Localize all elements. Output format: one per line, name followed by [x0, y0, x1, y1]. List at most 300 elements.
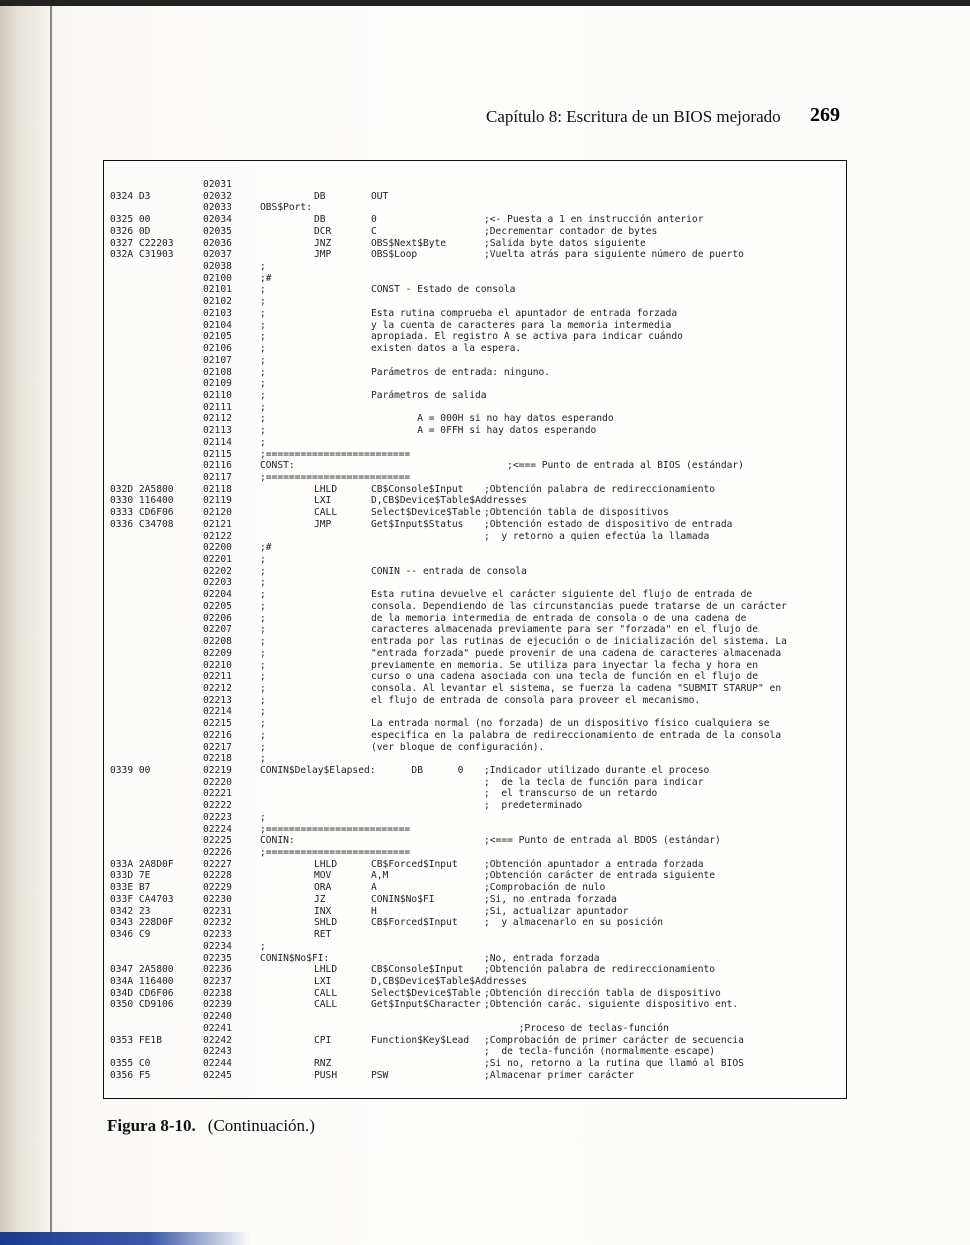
- listing-row: [104, 214, 846, 226]
- listing-row: [104, 894, 846, 906]
- listing-opcode: ORA: [314, 882, 332, 894]
- listing-address: 0324 D3: [110, 190, 151, 202]
- figure-caption: [107, 1116, 315, 1136]
- listing-comment: ;Si no, retorno a la rutina que llamó al BIOS: [484, 1058, 744, 1069]
- listing-row: [104, 566, 846, 578]
- listing-row: [104, 964, 846, 976]
- listing-label: ;: [260, 811, 266, 823]
- listing-line-number: 02221: [203, 788, 232, 800]
- listing-row: [104, 390, 846, 402]
- listing-address: 0325 00: [110, 214, 151, 226]
- listing-line-number: 02200: [203, 542, 232, 554]
- listing-operand: Get$Input$Character: [371, 999, 481, 1011]
- listing-row: [104, 179, 846, 191]
- listing-address: 0326 0D: [110, 225, 151, 237]
- listing-row: [104, 812, 846, 824]
- listing-opcode: DB: [314, 214, 326, 226]
- listing-row: [104, 906, 846, 918]
- listing-line-number: 02240: [203, 1011, 232, 1023]
- listing-operand: 0: [371, 214, 377, 226]
- listing-address: 034D CD6F06: [110, 987, 174, 999]
- listing-opcode: PUSH: [314, 1069, 338, 1081]
- listing-opcode: MOV: [314, 870, 332, 882]
- listing-opcode: SHLD: [314, 917, 338, 929]
- listing-operand: OBS$Next$Byte: [371, 237, 447, 249]
- listing-label: ;: [260, 671, 266, 683]
- listing-row: [104, 437, 846, 449]
- listing-line-number: 02101: [203, 284, 232, 296]
- listing-opcode: LXI: [314, 495, 332, 507]
- listing-line-number: 02106: [203, 343, 232, 355]
- listing-operand: (ver bloque de configuración).: [371, 741, 545, 753]
- listing-line-number: 02235: [203, 952, 232, 964]
- listing-row: [104, 636, 846, 648]
- listing-label: ;: [260, 694, 266, 706]
- listing-line-number: 02208: [203, 636, 232, 648]
- listing-comment: ; y retorno a quien efectúa la llamada: [484, 530, 710, 542]
- listing-address: 033A 2A8D0F: [110, 858, 174, 870]
- listing-address: 033D 7E: [110, 870, 151, 882]
- listing-address: 0336 C34708: [110, 518, 174, 530]
- listing-line-number: 02215: [203, 718, 232, 730]
- listing-operand: caracteres almacenada previamente para ser "forzada" en el flujo de: [371, 624, 758, 636]
- listing-label: ;: [260, 296, 266, 308]
- listing-row: [104, 941, 846, 953]
- listing-label: ;=========================: [260, 448, 411, 460]
- listing-operand: DB 0: [371, 765, 464, 776]
- listing-row: [104, 249, 846, 261]
- listing-row: [104, 531, 846, 543]
- listing-line-number: 02238: [203, 987, 232, 999]
- listing-line-number: 02116: [203, 460, 232, 472]
- listing-line-number: 02035: [203, 225, 232, 237]
- listing-row: [104, 1058, 846, 1070]
- listing-comment: ;Proceso de teclas-función: [484, 1022, 669, 1034]
- listing-operand: CB$Forced$Input: [371, 917, 458, 929]
- listing-label: ;=========================: [260, 823, 411, 835]
- listing-comment: ;Vuelta atrás para siguiente número de puerto: [484, 249, 744, 261]
- listing-row: [104, 706, 846, 718]
- listing-operand: especifica en la palabra de redireccionamiento de entrada de la consola: [371, 729, 782, 741]
- listing-row: [104, 343, 846, 355]
- listing-row: [104, 308, 846, 320]
- listing-comment: ; y almacenarlo en su posición: [484, 917, 664, 929]
- listing-line-number: 02219: [203, 765, 232, 776]
- listing-operand: Select$Device$Table: [371, 987, 481, 999]
- listing-row: [104, 226, 846, 238]
- page-number: 269: [810, 104, 840, 126]
- listing-opcode: RET: [314, 929, 332, 941]
- listing-operand: PSW: [371, 1069, 389, 1081]
- listing-row: [104, 589, 846, 601]
- listing-operand: apropiada. El registro A se activa para indicar cuándo: [371, 331, 683, 343]
- listing-operand: y la cuenta de caracteres para la memoria intermedia: [371, 319, 672, 331]
- listing-row: [104, 238, 846, 250]
- book-gutter-line: [50, 0, 52, 1245]
- listing-row: [104, 847, 846, 859]
- listing-address: 0330 116400: [110, 495, 174, 507]
- listing-comment: ;<=== Punto de entrada al BIOS (estándar): [484, 460, 744, 472]
- listing-row: [104, 976, 846, 988]
- listing-operand: Select$Device$Table: [371, 507, 481, 519]
- listing-address: 0342 23: [110, 905, 151, 917]
- listing-label: CONIN:: [260, 835, 295, 847]
- listing-comment: ;Comprobación de primer carácter de secuencia: [484, 1034, 744, 1046]
- listing-operand: previamente en memoria. Se utiliza para inyectar la fecha y hora en: [371, 659, 758, 671]
- listing-label: ;: [260, 331, 266, 343]
- listing-line-number: 02231: [203, 905, 232, 917]
- book-gutter-shadow: [0, 0, 50, 1245]
- listing-row: [104, 777, 846, 789]
- listing-label: ;: [260, 554, 266, 566]
- listing-row: [104, 683, 846, 695]
- listing-comment: ;<- Puesta a 1 en instrucción anterior: [484, 214, 704, 226]
- page-top-edge: [0, 0, 970, 6]
- listing-operand: Get$Input$Status: [371, 518, 464, 530]
- listing-operand: D,CB$Device$Table$Addresses: [371, 495, 527, 507]
- listing-operand: A: [371, 882, 377, 894]
- listing-row: [104, 753, 846, 765]
- listing-operand: CONIN -- entrada de consola: [371, 565, 527, 577]
- listing-label: ;=========================: [260, 847, 411, 859]
- listing-line-number: 02226: [203, 847, 232, 859]
- listing-row: [104, 1023, 846, 1035]
- listing-line-number: 02107: [203, 354, 232, 366]
- listing-comment: ;Indicador utilizado durante el proceso: [484, 765, 710, 776]
- listing-opcode: DB: [314, 190, 326, 202]
- listing-line-number: 02241: [203, 1022, 232, 1034]
- figure-caption-text: (Continuación.): [207, 1116, 315, 1135]
- listing-operand: CONIN$No$FI: [371, 893, 435, 905]
- listing-address: 0333 CD6F06: [110, 507, 174, 519]
- listing-row: [104, 402, 846, 414]
- listing-line-number: 02237: [203, 975, 232, 987]
- listing-label: ;: [260, 706, 266, 718]
- listing-address: 0339 00: [110, 765, 151, 776]
- listing-label: ;: [260, 577, 266, 589]
- listing-row: [104, 835, 846, 847]
- listing-label: ;: [260, 307, 266, 319]
- listing-row: [104, 261, 846, 273]
- listing-line-number: 02211: [203, 671, 232, 683]
- listing-address: 0353 FE1B: [110, 1034, 162, 1046]
- listing-label: ;: [260, 612, 266, 624]
- listing-label: CONIN$Delay$Elapsed:: [260, 765, 376, 776]
- listing-line-number: 02111: [203, 401, 232, 413]
- listing-line-number: 02245: [203, 1069, 232, 1081]
- listing-operand: Parámetros de entrada: ninguno.: [371, 366, 551, 378]
- listing-row: [104, 648, 846, 660]
- listing-line-number: 02033: [203, 202, 232, 214]
- listing-label: ;#: [260, 542, 272, 554]
- listing-row: [104, 765, 846, 777]
- listing-operand: Esta rutina comprueba el apuntador de entrada forzada: [371, 307, 678, 319]
- listing-operand: H: [371, 905, 377, 917]
- listing-address: 0347 2A5800: [110, 964, 174, 976]
- listing-line-number: 02108: [203, 366, 232, 378]
- listing-label: ;: [260, 413, 266, 425]
- listing-row: [104, 355, 846, 367]
- listing-label: ;: [260, 401, 266, 413]
- listing-opcode: LXI: [314, 975, 332, 987]
- listing-row: [104, 460, 846, 472]
- listing-operand: Parámetros de salida: [371, 389, 487, 401]
- listing-operand: el flujo de entrada de consola para proveer el mecanismo.: [371, 694, 701, 706]
- listing-line-number: 02213: [203, 694, 232, 706]
- listing-address: 032D 2A5800: [110, 483, 174, 495]
- listing-comment: ;Obtención carácter de entrada siguiente: [484, 870, 716, 882]
- listing-opcode: RNZ: [314, 1058, 332, 1069]
- listing-label: ;: [260, 284, 266, 296]
- listing-opcode: INX: [314, 905, 332, 917]
- listing-row: [104, 273, 846, 285]
- listing-operand: Function$Key$Lead: [371, 1034, 470, 1046]
- listing-row: [104, 824, 846, 836]
- listing-comment: ;Si, actualizar apuntador: [484, 905, 629, 917]
- listing-row: [104, 425, 846, 437]
- listing-row: [104, 742, 846, 754]
- listing-comment: ;Obtención dirección tabla de dispositivo: [484, 987, 721, 999]
- listing-line-number: 02121: [203, 518, 232, 530]
- listing-line-number: 02112: [203, 413, 232, 425]
- listing-comment: ;Obtención palabra de redireccionamiento: [484, 964, 716, 976]
- listing-comment: ;No, entrada forzada: [484, 952, 600, 964]
- listing-row: [104, 331, 846, 343]
- listing-line-number: 02217: [203, 741, 232, 753]
- listing-label: ;: [260, 718, 266, 730]
- listing-row: [104, 577, 846, 589]
- listing-row: [104, 413, 846, 425]
- listing-line-number: 02232: [203, 917, 232, 929]
- listing-label: ;: [260, 378, 266, 390]
- listing-row: [104, 788, 846, 800]
- listing-comment: ;Obtención estado de dispositivo de entrada: [484, 518, 733, 530]
- listing-operand: existen datos a la espera.: [371, 343, 522, 355]
- listing-row: [104, 1070, 846, 1082]
- listing-label: ;: [260, 624, 266, 636]
- listing-address: 0355 C0: [110, 1058, 151, 1069]
- listing-opcode: CPI: [314, 1034, 332, 1046]
- listing-opcode: JMP: [314, 249, 332, 261]
- listing-row: [104, 882, 846, 894]
- listing-label: ;: [260, 940, 266, 952]
- listing-address: 033E B7: [110, 882, 151, 894]
- listing-line-number: 02105: [203, 331, 232, 343]
- listing-opcode: CALL: [314, 999, 338, 1011]
- listing-label: ;: [260, 261, 266, 273]
- listing-opcode: JNZ: [314, 237, 332, 249]
- listing-line-number: 02110: [203, 389, 232, 401]
- listing-operand: La entrada normal (no forzada) de un dispositivo físico cualquiera se: [371, 718, 770, 730]
- listing-row: [104, 999, 846, 1011]
- listing-label: ;: [260, 600, 266, 612]
- listing-opcode: CALL: [314, 987, 338, 999]
- page-bottom-edge: [0, 1232, 250, 1245]
- listing-label: ;: [260, 589, 266, 601]
- listing-row: [104, 1046, 846, 1058]
- listing-row: [104, 1011, 846, 1023]
- listing-operand: D,CB$Device$Table$Addresses: [371, 975, 527, 987]
- listing-label: ;: [260, 319, 266, 331]
- listing-address: 034A 116400: [110, 975, 174, 987]
- listing-line-number: 02234: [203, 940, 232, 952]
- listing-label: ;: [260, 565, 266, 577]
- listing-line-number: 02205: [203, 600, 232, 612]
- listing-label: ;: [260, 354, 266, 366]
- listing-comment: ;Comprobación de nulo: [484, 882, 606, 894]
- listing-label: ;: [260, 636, 266, 648]
- listing-line-number: 02100: [203, 272, 232, 284]
- listing-label: ;: [260, 729, 266, 741]
- listing-label: ;#: [260, 272, 272, 284]
- listing-line-number: 02233: [203, 929, 232, 941]
- listing-operand: OUT: [371, 190, 389, 202]
- listing-line-number: 02227: [203, 858, 232, 870]
- listing-label: ;: [260, 389, 266, 401]
- listing-row: [104, 917, 846, 929]
- listing-row: [104, 624, 846, 636]
- listing-line-number: 02119: [203, 495, 232, 507]
- listing-comment: ;<=== Punto de entrada al BDOS (estándar): [484, 835, 721, 847]
- listing-opcode: LHLD: [314, 964, 338, 976]
- listing-row: [104, 1035, 846, 1047]
- listing-address: 033F CA4703: [110, 893, 174, 905]
- listing-line-number: 02224: [203, 823, 232, 835]
- listing-row: [104, 718, 846, 730]
- listing-opcode: CALL: [314, 507, 338, 519]
- listing-line-number: 02104: [203, 319, 232, 331]
- listing-label: ;: [260, 682, 266, 694]
- listing-row: [104, 870, 846, 882]
- listing-row: [104, 554, 846, 566]
- listing-comment: ;Si, no entrada forzada: [484, 893, 617, 905]
- running-head: Capítulo 8: Escritura de un BIOS mejorado: [486, 107, 781, 126]
- listing-operand: CB$Console$Input: [371, 483, 464, 495]
- listing-row: [104, 613, 846, 625]
- listing-comment: ;Obtención apuntador a entrada forzada: [484, 858, 704, 870]
- listing-row: [104, 953, 846, 965]
- listing-row: [104, 484, 846, 496]
- listing-operand: C: [371, 225, 377, 237]
- listing-row: [104, 507, 846, 519]
- listing-line-number: 02037: [203, 249, 232, 261]
- listing-row: [104, 660, 846, 672]
- listing-comment: ;Obtención palabra de redireccionamiento: [484, 483, 716, 495]
- listing-line-number: 02118: [203, 483, 232, 495]
- listing-line-number: 02034: [203, 214, 232, 226]
- listing-row: [104, 859, 846, 871]
- listing-operand: de la memoria intermedia de entrada de consola o de una cadena de: [371, 612, 747, 624]
- listing-label: ;: [260, 343, 266, 355]
- listing-operand: CONST - Estado de consola: [371, 284, 516, 296]
- listing-opcode: LHLD: [314, 483, 338, 495]
- listing-comment: ;Salida byte datos siguiente: [484, 237, 646, 249]
- listing-row: [104, 296, 846, 308]
- listing-line-number: 02210: [203, 659, 232, 671]
- listing-line-number: 02242: [203, 1034, 232, 1046]
- listing-line-number: 02201: [203, 554, 232, 566]
- listing-line-number: 02206: [203, 612, 232, 624]
- listing-operand: "entrada forzada" puede provenir de una cadena de caracteres almacenada: [371, 647, 782, 659]
- listing-line-number: 02109: [203, 378, 232, 390]
- listing-row: [104, 472, 846, 484]
- listing-line-number: 02214: [203, 706, 232, 718]
- listing-line-number: 02223: [203, 811, 232, 823]
- listing-operand: A = 0FFH si hay datos esperando: [371, 425, 597, 437]
- listing-address: 0350 CD9106: [110, 999, 174, 1011]
- listing-row: [104, 929, 846, 941]
- listing-comment: ;Obtención tabla de dispositivos: [484, 507, 669, 519]
- listing-line-number: 02103: [203, 307, 232, 319]
- listing-opcode: DCR: [314, 225, 332, 237]
- listing-comment: ;Decrementar contador de bytes: [484, 225, 658, 237]
- listing-label: ;=========================: [260, 472, 411, 483]
- listing-label: ;: [260, 741, 266, 753]
- listing-line-number: 02243: [203, 1046, 232, 1058]
- listing-row: [104, 542, 846, 554]
- listing-line-number: 02202: [203, 565, 232, 577]
- listing-line-number: 02204: [203, 589, 232, 601]
- listing-line-number: 02216: [203, 729, 232, 741]
- listing-row: [104, 988, 846, 1000]
- listing-line-number: 02038: [203, 261, 232, 273]
- listing-line-number: 02244: [203, 1058, 232, 1069]
- listing-line-number: 02220: [203, 776, 232, 788]
- listing-row: [104, 202, 846, 214]
- listing-label: ;: [260, 425, 266, 437]
- listing-operand: curso o una cadena asociada con una tecla de función en el flujo de: [371, 671, 758, 683]
- listing-operand: CB$Forced$Input: [371, 858, 458, 870]
- listing-line-number: 02230: [203, 893, 232, 905]
- listing-row: [104, 800, 846, 812]
- listing-row: [104, 191, 846, 203]
- code-listing: [103, 160, 847, 1099]
- listing-comment: ;Obtención carác. siguiente dispositivo ent.: [484, 999, 739, 1011]
- listing-address: 0327 C22203: [110, 237, 174, 249]
- listing-line-number: 02239: [203, 999, 232, 1011]
- listing-row: [104, 495, 846, 507]
- listing-opcode: JZ: [314, 893, 326, 905]
- listing-line-number: 02122: [203, 530, 232, 542]
- listing-comment: ; de la tecla de función para indicar: [484, 776, 704, 788]
- listing-comment: ; el transcurso de un retardo: [484, 788, 658, 800]
- listing-operand: consola. Al levantar el sistema, se fuerza la cadena "SUBMIT STARUP" en: [371, 682, 782, 694]
- listing-line-number: 02036: [203, 237, 232, 249]
- listing-label: CONST:: [260, 460, 295, 472]
- listing-address: 0343 228D0F: [110, 917, 174, 929]
- listing-opcode: JMP: [314, 518, 332, 530]
- listing-row: [104, 519, 846, 531]
- listing-label: ;: [260, 366, 266, 378]
- listing-line-number: 02212: [203, 682, 232, 694]
- listing-row: [104, 367, 846, 379]
- listing-row: [104, 695, 846, 707]
- listing-label: ;: [260, 753, 266, 765]
- listing-operand: entrada por las rutinas de ejecución o de inicialización del sistema. La: [371, 636, 787, 648]
- listing-line-number: 02203: [203, 577, 232, 589]
- listing-operand: Esta rutina devuelve el carácter siguiente del flujo de entrada de: [371, 589, 753, 601]
- listing-line-number: 02114: [203, 436, 232, 448]
- listing-address: 032A C31903: [110, 249, 174, 261]
- listing-address: 0346 C9: [110, 929, 151, 941]
- listing-line-number: 02113: [203, 425, 232, 437]
- listing-address: 0356 F5: [110, 1069, 151, 1081]
- listing-row: [104, 601, 846, 613]
- listing-line-number: 02031: [203, 179, 232, 190]
- listing-operand: A,M: [371, 870, 389, 882]
- listing-row: [104, 730, 846, 742]
- listing-label: ;: [260, 659, 266, 671]
